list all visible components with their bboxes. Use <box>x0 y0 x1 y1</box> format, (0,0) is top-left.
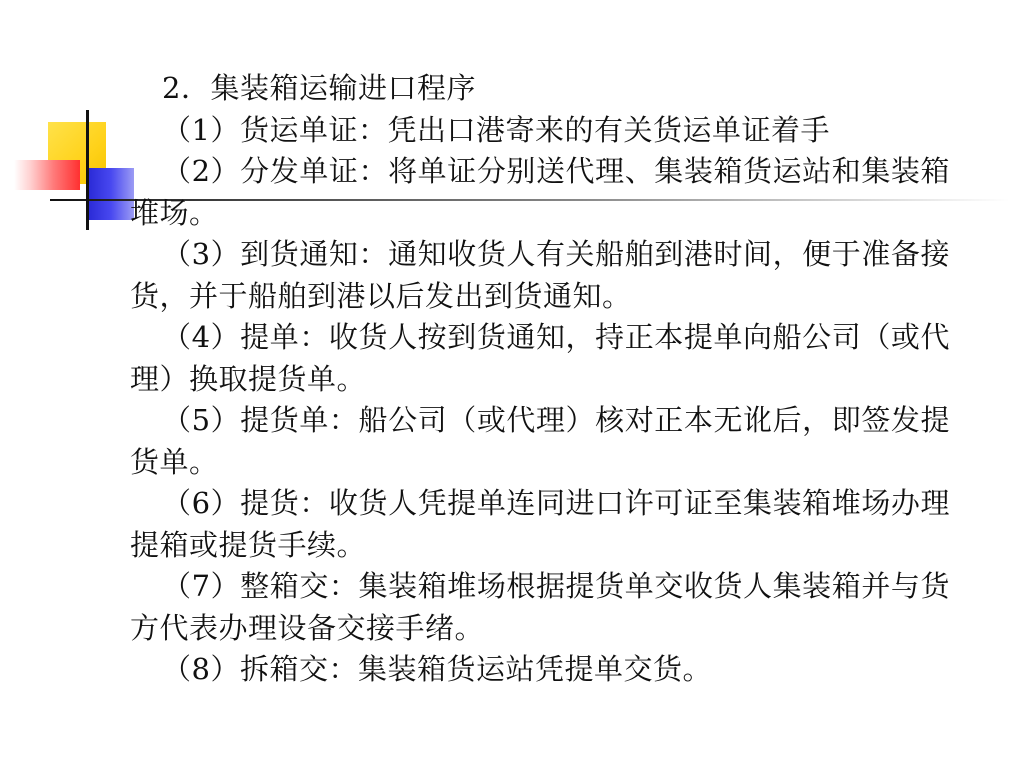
decor-vertical-rule <box>86 110 89 230</box>
step-item-4: （4）提单：收货人按到货通知，持正本提单向船公司（或代理）换取提货单。 <box>130 320 950 396</box>
slide-body <box>130 68 950 691</box>
slide-heading: 2．集装箱运输进口程序 <box>162 71 476 105</box>
decor-blue-square <box>88 168 134 220</box>
step-item-7: （7）整箱交：集装箱堆场根据提货单交收货人集装箱并与货方代表办理设备交接手绪。 <box>130 569 950 645</box>
step-item-3: （3）到货通知：通知收货人有关船舶到港时间，便于准备接货，并于船舶到港以后发出到货通知。 <box>130 237 950 313</box>
step-item-5: （5）提货单：船公司（或代理）核对正本无讹后，即签发提货单。 <box>130 403 950 479</box>
step-item-6: （6）提货：收货人凭提单连同进口许可证至集装箱堆场办理提箱或提货手续。 <box>130 486 950 562</box>
decor-red-bar <box>14 160 80 190</box>
step-item-1: （1）货运单证：凭出口港寄来的有关货运单证着手 <box>162 112 830 147</box>
step-item-2: （2）分发单证：将单证分别送代理、集装箱货运站和集装箱堆场。 <box>130 154 950 230</box>
step-item-8: （8）拆箱交：集装箱货运站凭提单交货。 <box>162 652 712 686</box>
